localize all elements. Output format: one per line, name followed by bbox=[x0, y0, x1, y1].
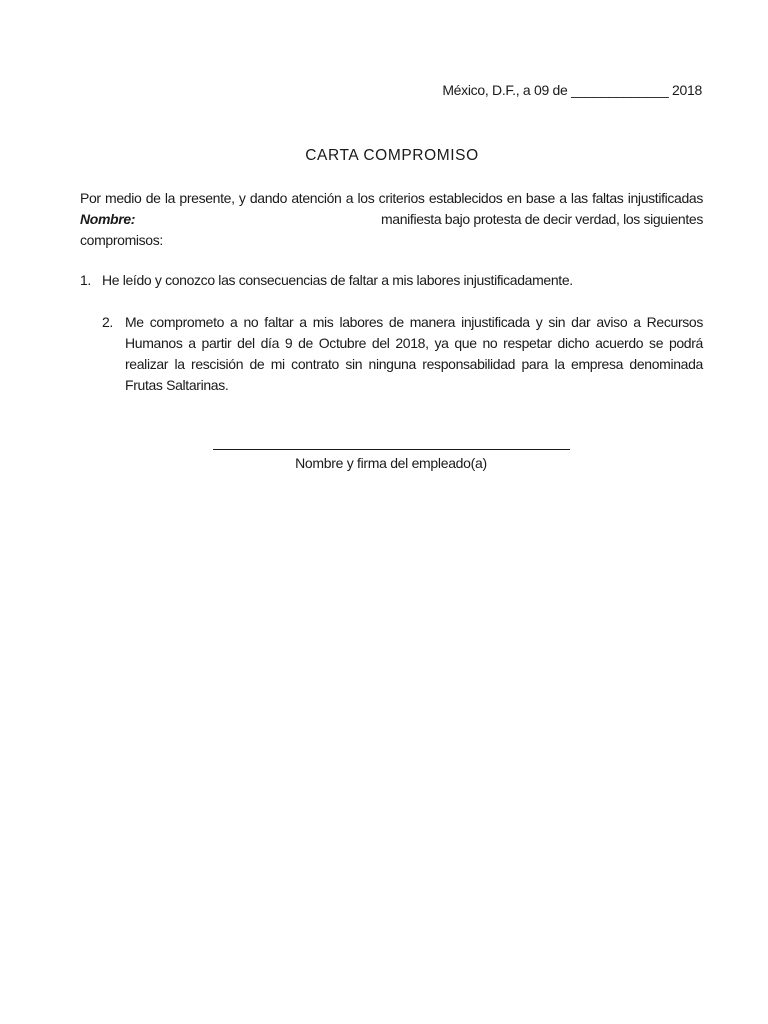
list-item bbox=[102, 312, 703, 396]
intro-paragraph bbox=[80, 188, 703, 251]
list-item bbox=[80, 270, 703, 291]
intro-line-2-rest: manifiesta bajo protesta de decir verdad, los siguientes bbox=[380, 211, 703, 227]
intro-line-1: Por medio de la presente, y dando atención a los criterios establecidos en base a las faltas injustificadas bbox=[80, 190, 703, 206]
document-title: CARTA COMPROMISO bbox=[305, 147, 479, 164]
list-item-number: 2. bbox=[102, 314, 113, 330]
list-item-number: 1. bbox=[80, 272, 91, 288]
list-item-text: He leído y conozco las consecuencias de faltar a mis labores injustificadamente. bbox=[102, 272, 573, 288]
date-year: 2018 bbox=[672, 82, 702, 98]
signature-line bbox=[213, 449, 570, 450]
date-prefix: México, D.F., a 09 de bbox=[442, 82, 568, 98]
nombre-label: Nombre: bbox=[80, 211, 136, 227]
intro-line-3: compromisos: bbox=[80, 232, 163, 248]
signature-label: Nombre y firma del empleado(a) bbox=[295, 455, 487, 471]
date-blank: _____________ bbox=[571, 82, 669, 98]
date-line bbox=[442, 82, 702, 98]
intro-line-2 bbox=[80, 209, 703, 230]
list-item-text: Me comprometo a no faltar a mis labores de manera injustificada y sin dar aviso a Recursos Humanos a partir del día 9 de Octubre del 2018, ya que no respetar dicho acuerdo se podrá realizar la rescisión de mi contrato sin ninguna responsabilidad para la empresa denominada Frutas Saltarinas. bbox=[125, 314, 703, 393]
